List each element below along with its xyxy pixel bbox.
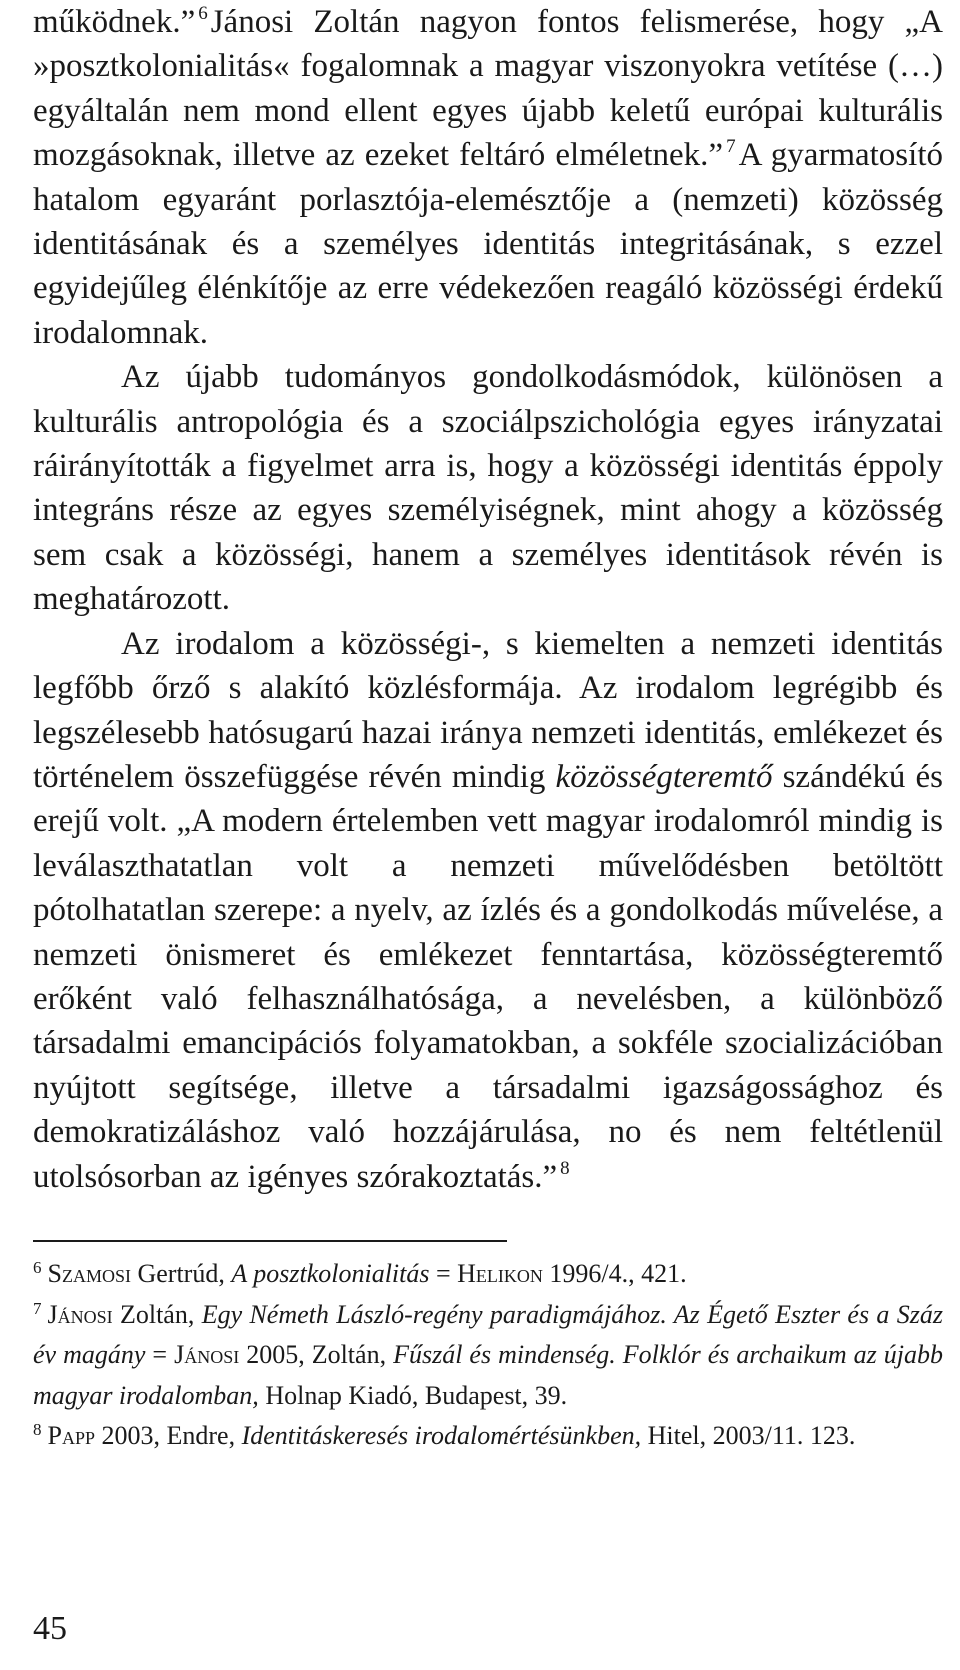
footnote-number: 6	[33, 1258, 42, 1277]
paragraph-1-text-a: működnek.”	[33, 4, 196, 40]
paragraph-1-text-b: Jánosi Zoltán nagyon fontos felismerése, hogy „A »posztkolonialitás« fogalomnak a magyar viszonyokra vetítése (…) egyáltalán nem mond ellent egyes újabb keletű európai kulturális mozgásoknak, illetve az ezeket feltáró elméletnek.”	[33, 4, 943, 174]
footnote-author-rest: Zoltán,	[119, 1299, 195, 1329]
paragraph-1-text-c: A gyarmatosító hatalom egyaránt porlasztója-elemésztője a (nemzeti) közösség identitásának és a személyes identitás integritásának, s ezzel egyidejűleg élénkítője az erre védekezően reagáló közösségi érdekű irodalomnak.	[33, 137, 943, 351]
footnote-separator-sign: =	[435, 1259, 451, 1288]
paragraph-3-text-b: szándékú és erejű volt. „A modern értelemben vett magyar irodalomról mindig is leválaszthatatlan volt a nemzeti művelődésben betöltött pótolhatatlan szerepe: a nyelv, az ízlés és a gondolkodás művelése, a nemzeti önismeret és emlékezet fenntartása, közösségteremtő erőként való felhasználhatósága, a nevelésben, a különböző társadalmi emancipációs folyamatokban, a sokféle szocializációban nyújtott segítsége, illetve a társadalmi igazságossághoz és demokratizáláshoz való hozzájárulása, no és nem feltétlenül utolsósorban az igényes szórakoztatás.”	[33, 758, 944, 1195]
paragraph-3-text-a: Az irodalom a közösségi-, s kiemelten a nemzeti identitás legfőbb őrző s alakító közlésformája. Az irodalom legrégibb és legszélesebb hatósugarú hazai iránya nemzeti identitás, emlékezet és történelem összefüggése révén mindig	[33, 625, 943, 795]
footnote-separator	[33, 1240, 507, 1242]
footnote-source-rest: 2005, Zoltán,	[246, 1340, 387, 1369]
footnote-author: Jánosi	[47, 1299, 113, 1329]
main-text	[33, 0, 943, 1199]
footnote-tail: Holnap Kiadó, Budapest, 39.	[265, 1380, 568, 1410]
paragraph-1	[33, 0, 943, 355]
footnote-7	[33, 1295, 943, 1417]
footnote-8	[33, 1416, 943, 1457]
footnote-tail: 1996/4., 421.	[549, 1259, 687, 1288]
footnote-source: Jánosi	[174, 1340, 240, 1369]
footnote-title: A posztkolonialitás	[231, 1259, 430, 1288]
footnote-ref-7[interactable]: 7	[726, 136, 736, 158]
footnote-author-rest: 2003, Endre,	[101, 1421, 236, 1450]
footnote-tail: Hitel, 2003/11. 123.	[647, 1421, 856, 1450]
footnote-number: 7	[33, 1298, 42, 1318]
footnote-title: Egy Németh László-regény paradigmájához. Az Égető Eszter és a Száz év magány	[33, 1299, 943, 1369]
footnote-ref-6[interactable]: 6	[198, 3, 208, 24]
footnote-title: Identitáskeresés irodalomértésünkben,	[241, 1421, 642, 1450]
paragraph-3-emphasis: közösségteremtő	[555, 758, 773, 795]
footnote-ref-8[interactable]: 8	[560, 1157, 570, 1179]
paragraph-3	[33, 622, 943, 1199]
page-number: 45	[33, 1610, 67, 1647]
footnotes	[33, 1254, 943, 1457]
footnote-6	[33, 1254, 943, 1295]
footnote-author: Szamosi	[47, 1259, 131, 1288]
footnote-title-2: Fűszál és mindenség. Folklór és archaikum az újabb magyar irodalomban,	[33, 1340, 943, 1410]
footnote-source: Helikon	[457, 1259, 543, 1288]
footnote-separator-sign: =	[152, 1340, 168, 1369]
footnote-author-rest: Gertrúd,	[137, 1259, 225, 1288]
paragraph-2: Az újabb tudományos gondolkodásmódok, különösen a kulturális antropológia és a szociálpszichológia egyes irányzatai ráirányították a figyelmet arra is, hogy a közösségi identitás éppoly integráns része az egyes személyiségnek, mint ahogy a közösség sem csak a közösségi, hanem a személyes identitások révén is meghatározott.	[33, 359, 943, 618]
footnote-number: 8	[33, 1420, 42, 1439]
footnote-author: Papp	[47, 1421, 95, 1450]
